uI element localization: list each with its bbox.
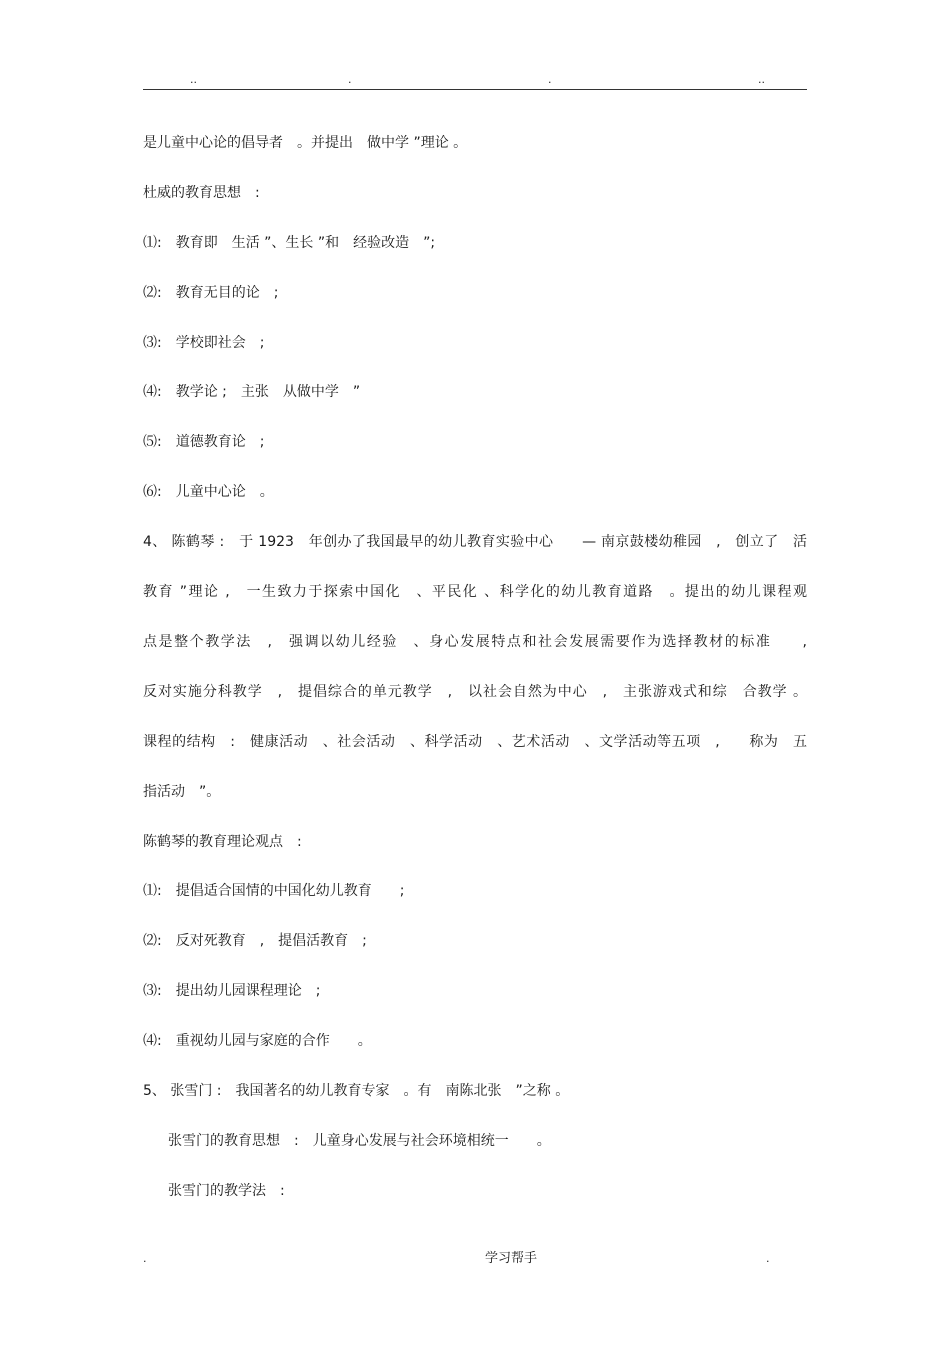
paragraph-line: 课程的结构 : 健康活动 、社会活动 、科学活动 、艺术活动 、文学活动等五项 , 称为 五	[143, 734, 807, 750]
list-item: ⑸: 道德教育论 ;	[143, 434, 265, 450]
paragraph-line: 教育 ”理论 , 一生致力于探索中国化 、平民化 、科学化的幼儿教育道路 。提出的幼儿课程观	[143, 584, 807, 600]
list-item: ⑵: 反对死教育 , 提倡活教育 ;	[143, 933, 367, 949]
list-item: ⑶: 提出幼儿园课程理论 ;	[143, 983, 321, 999]
header-mark: .	[548, 73, 552, 86]
paragraph-line: 张雪门的教育思想 : 儿童身心发展与社会环境相统一 。	[168, 1133, 551, 1149]
paragraph-line: 反对实施分科教学 , 提倡综合的单元教学 , 以社会自然为中心 , 主张游戏式和综 合教学 。	[143, 684, 807, 700]
list-item: ⑴: 教育即 生活 ”、生长 ”和 经验改造 ”;	[143, 235, 436, 251]
list-item: ⑶: 学校即社会 ;	[143, 335, 265, 351]
list-item: ⑴: 提倡适合国情的中国化幼儿教育 ;	[143, 883, 405, 899]
paragraph-line: 指活动 ”。	[143, 784, 221, 800]
section-heading: 杜威的教育思想 :	[143, 185, 260, 201]
list-item: ⑷: 教学论 ; 主张 从做中学 ”	[143, 384, 361, 400]
list-item: ⑷: 重视幼儿园与家庭的合作 。	[143, 1033, 372, 1049]
paragraph-line: 5、 张雪门 : 我国著名的幼儿教育专家 。有 南陈北张 ”之称 。	[143, 1083, 570, 1099]
paragraph-line: 4、 陈鹤琴 : 于 1923 年创办了我国最早的幼儿教育实验中心 — 南京鼓楼幼稚园 , 创立了 活	[143, 534, 807, 550]
header-mark: ..	[758, 73, 765, 86]
header-divider	[143, 89, 807, 90]
list-item: ⑵: 教育无目的论 ;	[143, 285, 279, 301]
list-item: ⑹: 儿童中心论 。	[143, 484, 274, 500]
paragraph-line: 点是整个教学法 , 强调以幼儿经验 、身心发展特点和社会发展需要作为选择教材的标准 ,	[143, 634, 807, 650]
header-mark: ..	[190, 73, 197, 86]
footer-title: 学习帮手	[485, 1251, 538, 1266]
footer-mark-right: .	[766, 1252, 770, 1265]
section-heading: 陈鹤琴的教育理论观点 :	[143, 834, 302, 850]
paragraph-line: 张雪门的教学法 :	[168, 1183, 285, 1199]
header-mark: .	[348, 73, 352, 86]
footer-mark-left: .	[143, 1252, 147, 1265]
paragraph-line: 是儿童中心论的倡导者 。并提出 做中学 ”理论 。	[143, 135, 468, 151]
